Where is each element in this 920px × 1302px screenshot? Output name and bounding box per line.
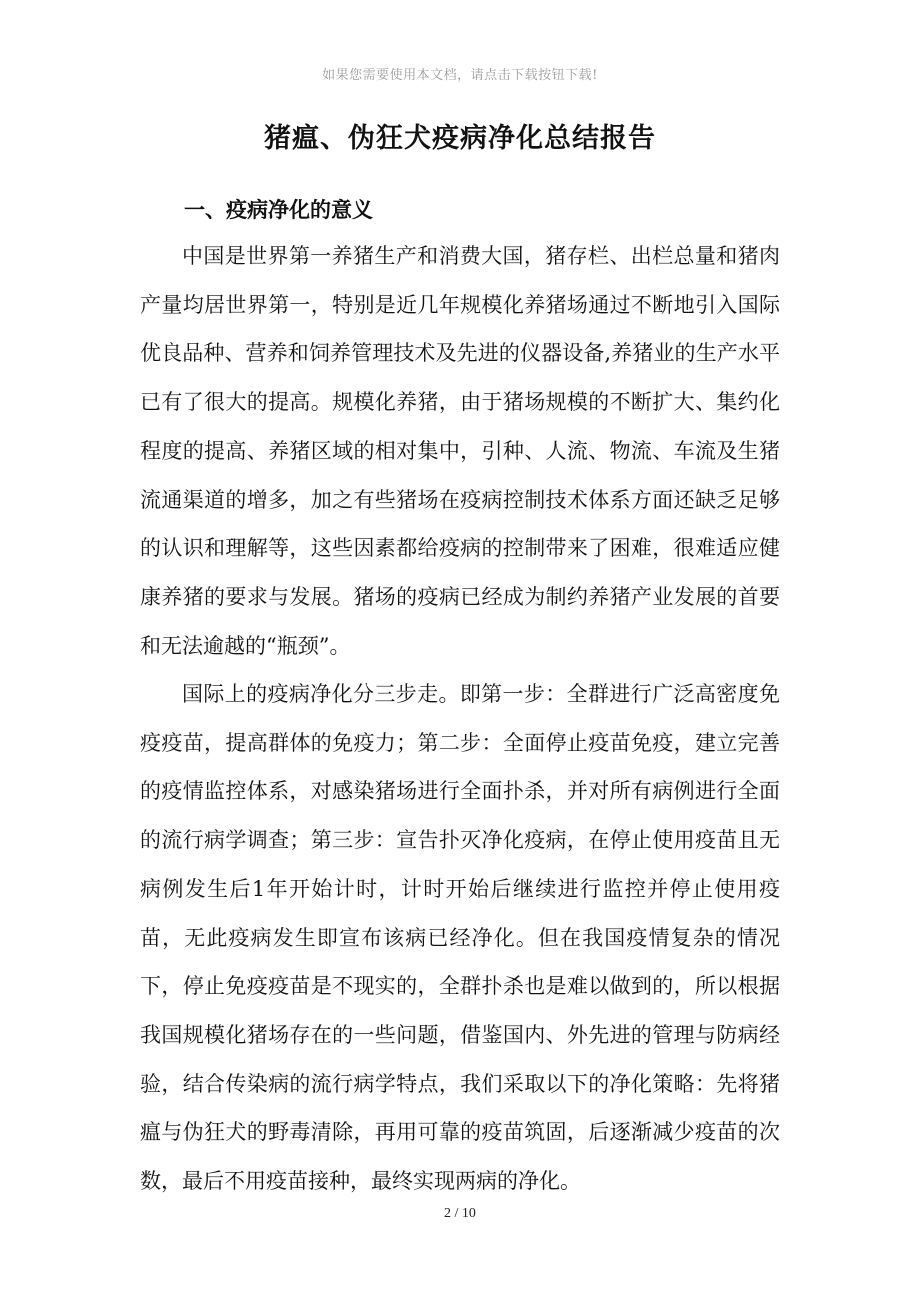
body-paragraph-2: 国际上的疫病净化分三步走。即第一步：全群进行广泛高密度免疫疫苗，提高群体的免疫力；第二步：全面停止疫苗免疫，建立完善的疫情监控体系，对感染猪场进行全面扑杀，并对所有病例进行全面的流行病学调查；第三步：宣告扑灭净化疫病，在停止使用疫苗且无病例发生后1年开始计时，计时开始后继续进行监控并停止使用疫苗，无此疫病发生即宣布该病已经净化。但在我国疫情复杂的情况下，停止免疫疫苗是不现实的，全群扑杀也是难以做到的，所以根据我国规模化猪场存在的一些问题，借鉴国内、外先进的管理与防病经验，结合传染病的流行病学特点，我们采取以下的净化策略：先将猪瘟与伪狂犬的野毒清除，再用可靠的疫苗筑固，后逐渐减少疫苗的次数，最后不用疫苗接种，最终实现两病的净化。 <box>140 682 780 1194</box>
page-number: 2 / 10 <box>444 1206 476 1221</box>
download-notice: 如果您需要使用本文档，请点击下载按钮下载! <box>322 68 598 83</box>
section-heading: 一、疫病净化的意义 <box>184 198 373 222</box>
body-paragraph-1: 中国是世界第一养猪生产和消费大国，猪存栏、出栏总量和猪肉产量均居世界第一，特别是近几年规模化养猪场通过不断地引入国际优良品种、营养和饲养管理技术及先进的仪器设备,养猪业的生产水平已有了很大的提高。规模化养猪，由于猪场规模的不断扩大、集约化程度的提高、养猪区域的相对集中，引种、人流、物流、车流及生猪流通渠道的增多，加之有些猪场在疫病控制技术体系方面还缺乏足够的认识和理解等，这些因素都给疫病的控制带来了困难，很难适应健康养猪的要求与发展。猪场的疫病已经成为制约养猪产业发展的首要和无法逾越的“瓶颈”。 <box>140 244 780 658</box>
document-title: 猪瘟、伪狂犬疫病净化总结报告 <box>264 123 656 154</box>
